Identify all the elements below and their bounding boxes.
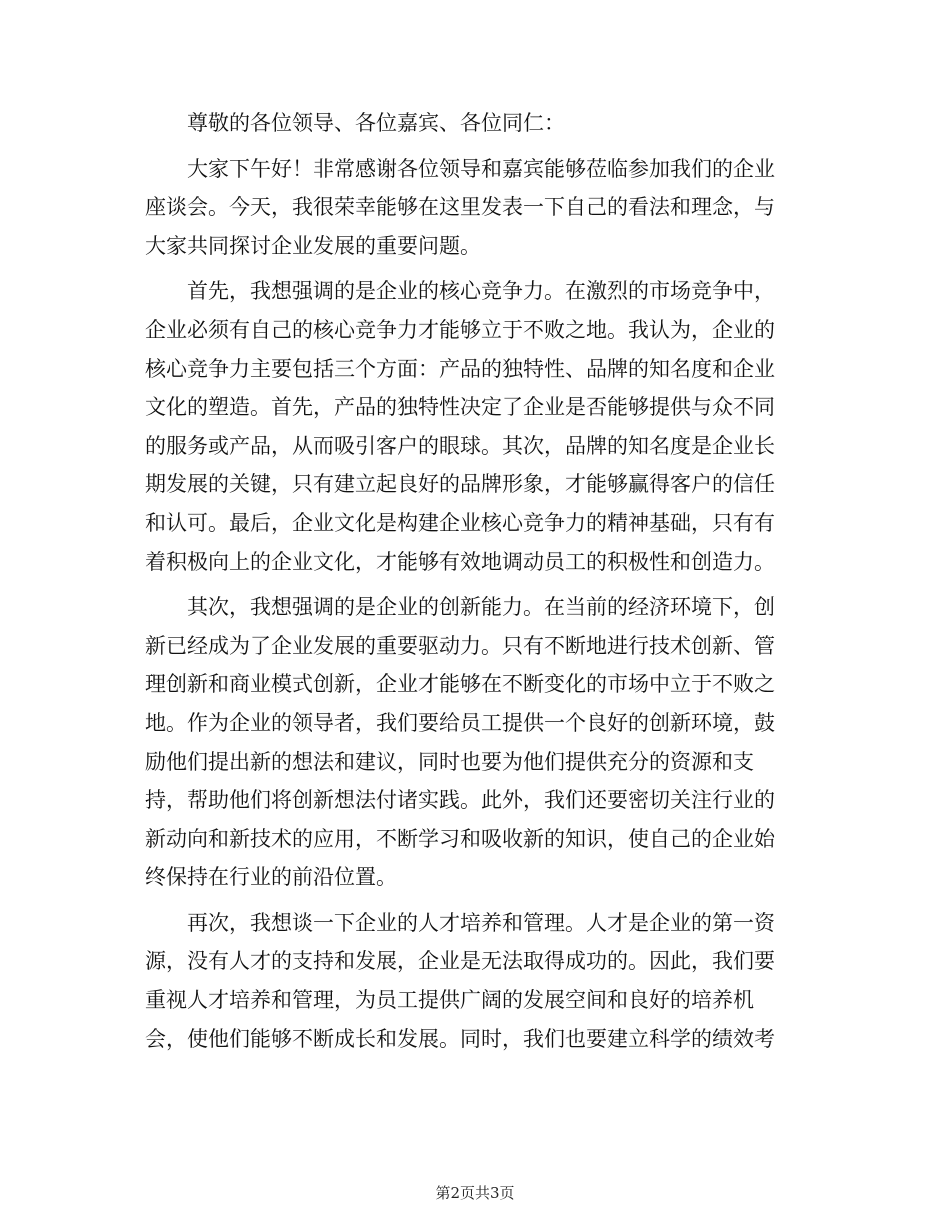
page-footer: 第2页共3页 xyxy=(435,1184,515,1202)
text-line: 座谈会。今天，我很荣幸能够在这里发表一下自己的看法和理念，与 xyxy=(145,195,775,220)
text-line: 文化的塑造。首先，产品的独特性决定了企业是否能够提供与众不同 xyxy=(145,395,775,420)
document-body xyxy=(145,104,805,1058)
text-line: 新已经成为了企业发展的重要驱动力。只有不断地进行技术创新、管 xyxy=(145,633,775,658)
text-line: 持，帮助他们将创新想法付诸实践。此外，我们还要密切关注行业的 xyxy=(145,788,775,813)
text-line: 终保持在行业的前沿位置。 xyxy=(145,865,397,890)
text-line: 的服务或产品，从而吸引客户的眼球。其次，品牌的知名度是企业长 xyxy=(145,433,775,458)
text-line: 尊敬的各位领导、各位嘉宾、各位同仁： xyxy=(187,111,565,135)
text-line: 会，使他们能够不断成长和发展。同时，我们也要建立科学的绩效考 xyxy=(145,1026,775,1051)
text-line: 和认可。最后，企业文化是构建企业核心竞争力的精神基础，只有有 xyxy=(145,510,775,535)
text-line: 大家下午好！非常感谢各位领导和嘉宾能够莅临参加我们的企业 xyxy=(187,156,775,181)
text-line: 源，没有人才的支持和发展，企业是无法取得成功的。因此，我们要 xyxy=(145,949,775,974)
text-line: 期发展的关键，只有建立起良好的品牌形象，才能够赢得客户的信任 xyxy=(145,472,775,497)
text-line: 重视人才培养和管理，为员工提供广阔的发展空间和良好的培养机 xyxy=(145,988,754,1013)
text-line: 核心竞争力主要包括三个方面：产品的独特性、品牌的知名度和企业 xyxy=(145,356,775,381)
text-line: 地。作为企业的领导者，我们要给员工提供一个良好的创新环境，鼓 xyxy=(145,710,775,735)
text-line: 新动向和新技术的应用，不断学习和吸收新的知识，使自己的企业始 xyxy=(145,826,775,851)
text-line: 大家共同探讨企业发展的重要问题。 xyxy=(145,233,481,258)
text-line: 理创新和商业模式创新，企业才能够在不断变化的市场中立于不败之 xyxy=(145,672,775,697)
text-line: 着积极向上的企业文化，才能够有效地调动员工的积极性和创造力。 xyxy=(145,549,775,574)
text-line: 励他们提出新的想法和建议，同时也要为他们提供充分的资源和支 xyxy=(145,749,754,774)
text-line: 首先，我想强调的是企业的核心竞争力。在激烈的市场竞争中， xyxy=(187,279,775,304)
text-line: 再次，我想谈一下企业的人才培养和管理。人才是企业的第一资 xyxy=(187,910,775,935)
text-line: 企业必须有自己的核心竞争力才能够立于不败之地。我认为，企业的 xyxy=(145,317,775,342)
text-line: 其次，我想强调的是企业的创新能力。在当前的经济环境下，创 xyxy=(187,595,775,620)
